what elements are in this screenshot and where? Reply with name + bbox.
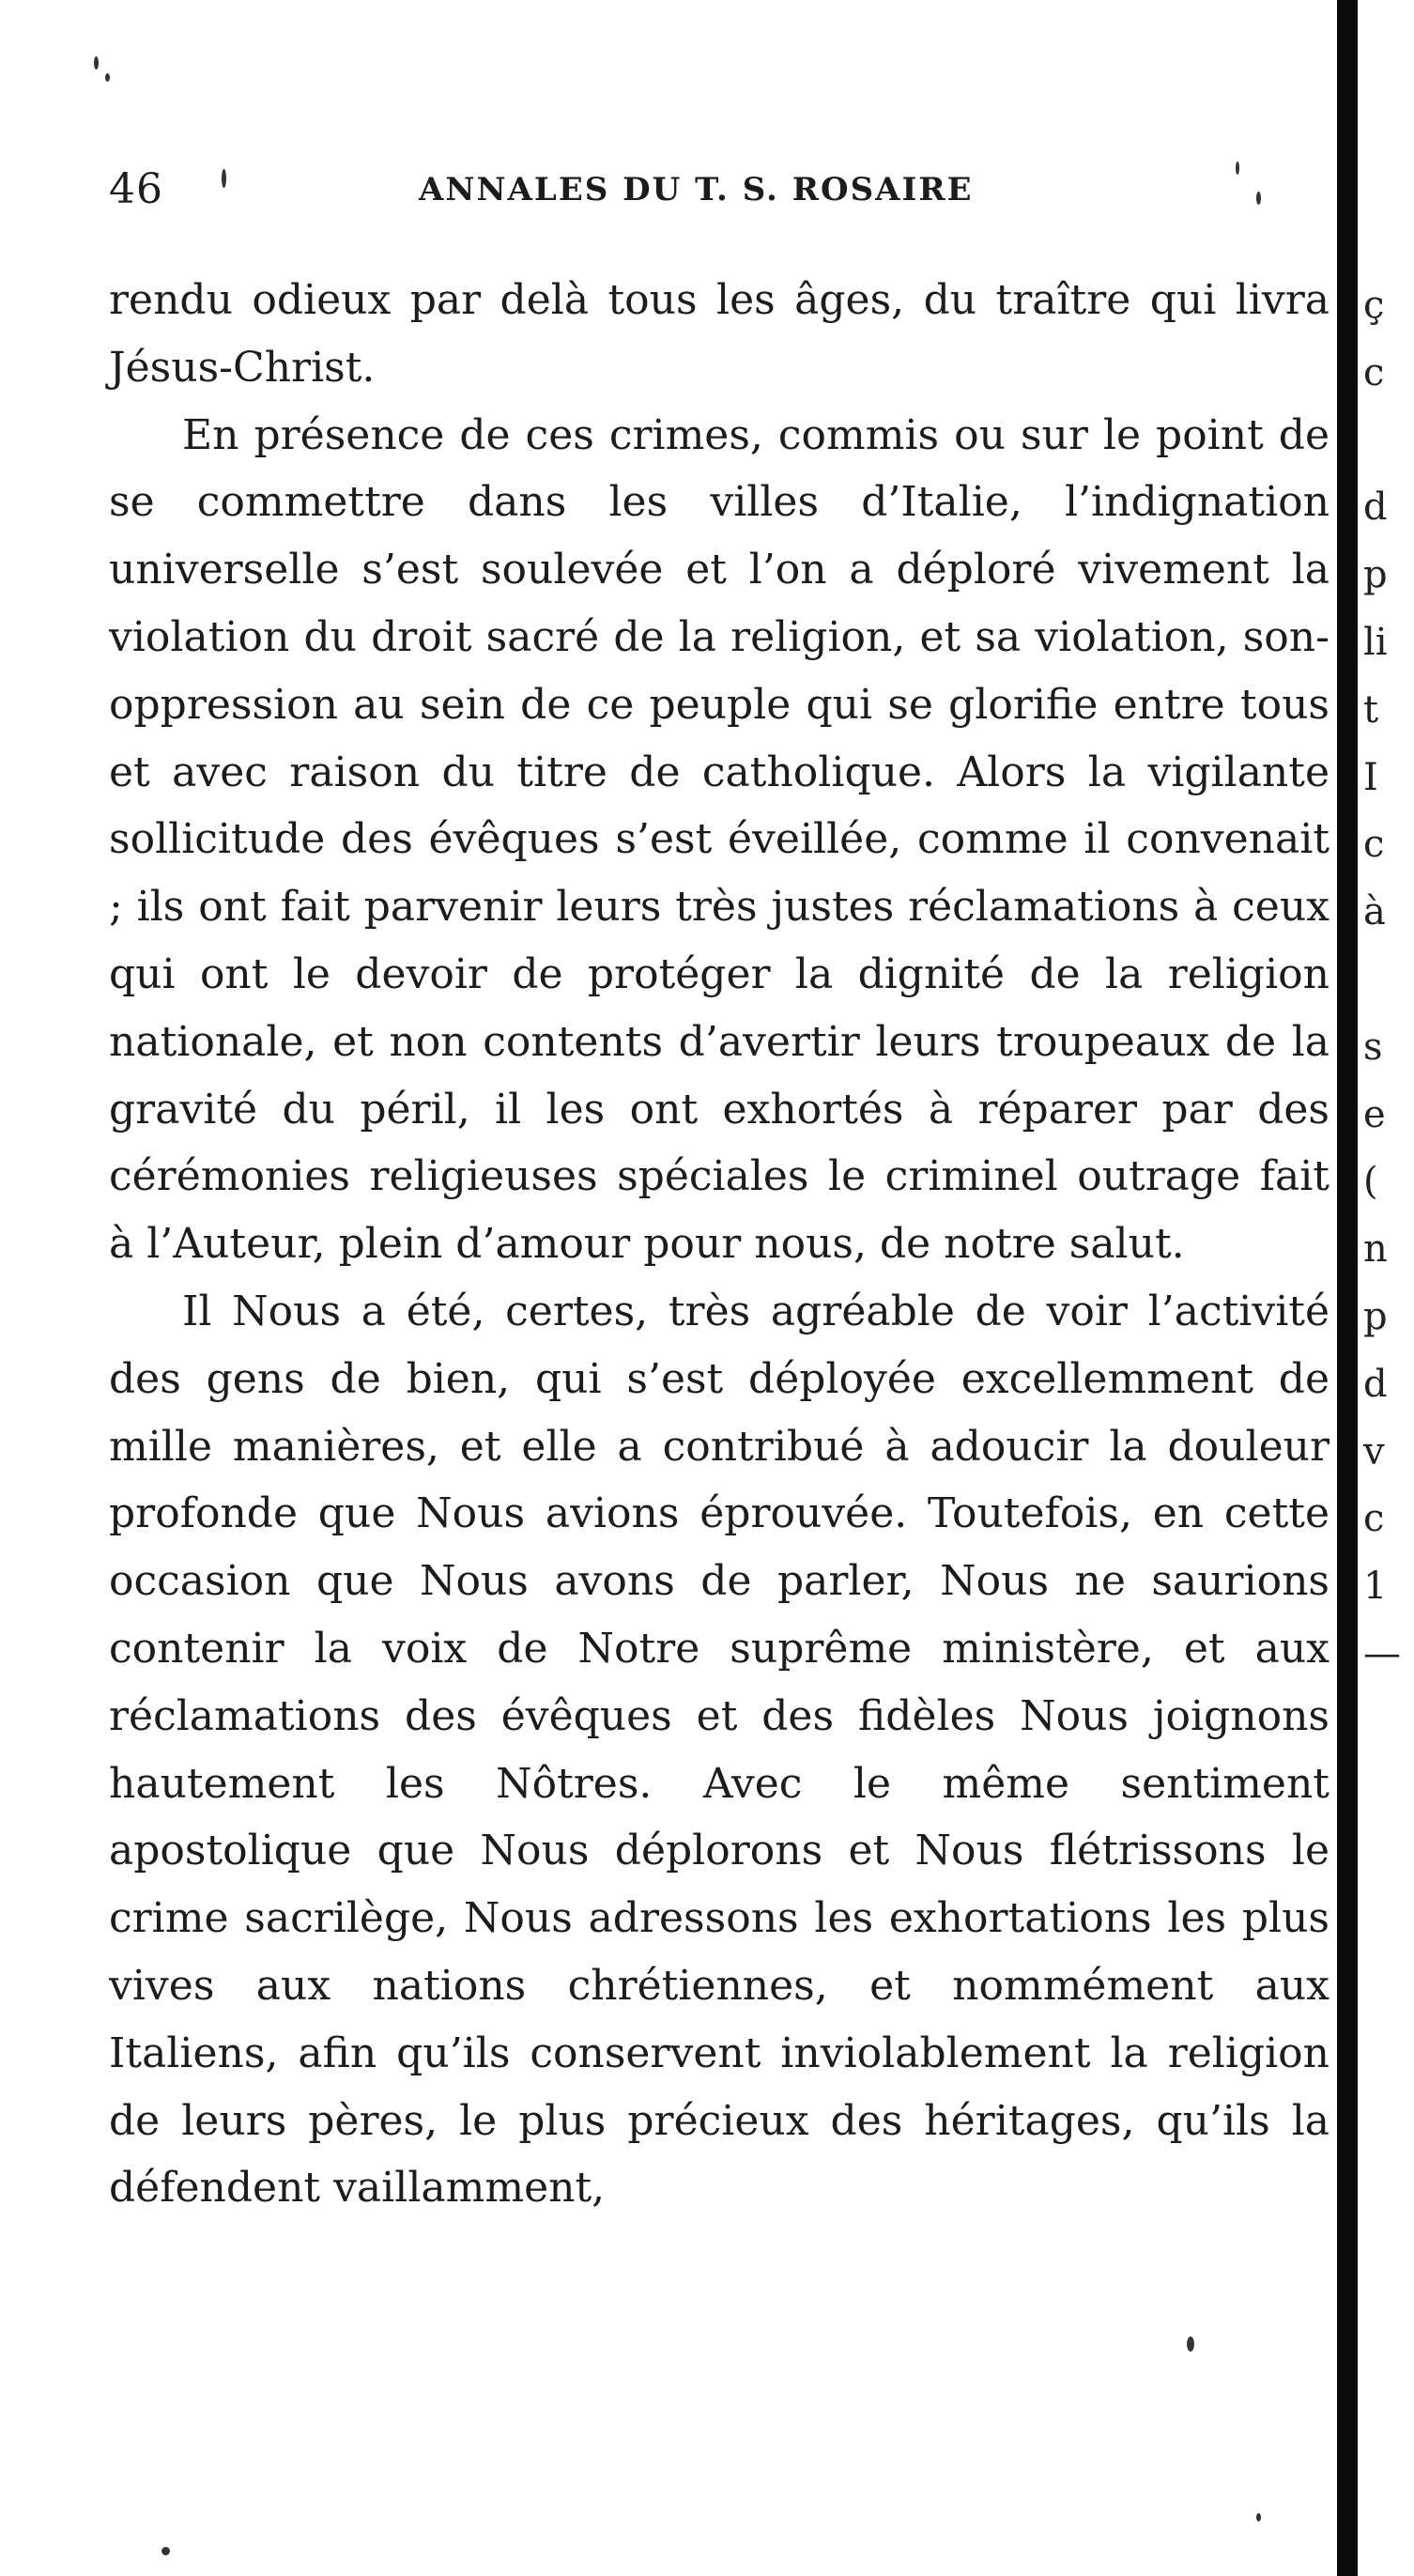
margin-glyph: e <box>1363 1092 1386 1136</box>
margin-glyph: v <box>1363 1429 1385 1473</box>
margin-glyph: li <box>1363 620 1388 664</box>
margin-glyph: s <box>1363 1025 1383 1069</box>
paragraph: En présence de ces crimes, commis ou sur le point de se commettre dans les villes d’Italie, l’indignation universelle s’est soulevée et l’on a déploré vivement la violation du droit sacré de la religion, et sa violation, son-oppression au sein de ce peuple qui se glorifie entre tous et avec raison du titre de catholique. Alors la vigilante sollicitude des évêques s’est éveillée, comme il convenait ; ils ont fait parvenir leurs très justes réclamations à ceux qui ont le devoir de protéger la dignité de la religion nationale, et non contents d’avertir leurs troupeaux de la gravité du péril, il les ont exhortés à réparer par des cérémonies religieuses spéciales le criminel outrage fait à l’Auteur, plein d’amour pour nous, de notre salut. <box>109 410 1329 1269</box>
margin-glyph: p <box>1363 553 1388 597</box>
page-number: 46 <box>109 165 163 213</box>
margin-glyph: 1 <box>1363 1565 1388 1609</box>
margin-glyph: c <box>1363 823 1385 867</box>
margin-glyph: à <box>1363 890 1386 934</box>
body-text <box>109 267 1329 2222</box>
scan-speck <box>161 2547 170 2555</box>
margin-glyph: ç <box>1363 284 1385 327</box>
margin-glyph: p <box>1363 1294 1388 1338</box>
adjacent-page-fragment <box>1363 272 1414 1689</box>
scan-speck <box>1236 162 1239 175</box>
margin-glyph <box>1363 408 1414 475</box>
page-header <box>109 165 1329 222</box>
scan-speck <box>105 73 110 82</box>
margin-glyph: d <box>1363 486 1388 530</box>
paragraph: Il Nous a été, certes, très agréable de voir l’activité des gens de bien, qui s’est déployée excellemment de mille manières, et elle a contribué à adoucir la douleur profonde que Nous avions éprouvée. Toutefois, en cette occasion que Nous avons de parler, Nous ne saurions contenir la voix de Notre suprême ministère, et aux réclamations des évêques et des fidèles Nous joignons hautement les Nôtres. Avec le même sentiment apostolique que Nous déplorons et Nous flétrissons le crime sacrilège, Nous adressons les exhortations les plus vives aux nations chrétiennes, et nommément aux Italiens, afin qu’ils conservent inviolablement la religion de leurs pères, le plus précieux des héritages, qu’ils la défendent vaillamment, <box>109 1287 1329 2213</box>
margin-glyph: — <box>1363 1631 1401 1675</box>
scan-speck <box>1187 2337 1194 2352</box>
running-title: ANNALES DU T. S. ROSAIRE <box>419 171 974 208</box>
margin-glyph: c <box>1363 350 1385 394</box>
margin-glyph: t <box>1363 687 1379 732</box>
paragraph-continuation: rendu odieux par delà tous les âges, du traître qui livra Jésus-Christ. <box>109 276 1329 392</box>
margin-glyph: I <box>1363 755 1378 799</box>
scan-edge-shadow <box>1337 0 1358 2576</box>
scan-speck <box>1256 2513 1261 2522</box>
scan-speck <box>222 169 226 188</box>
margin-glyph: n <box>1363 1227 1388 1272</box>
margin-glyph: c <box>1363 1497 1385 1541</box>
scan-speck <box>1256 192 1261 205</box>
margin-glyph: ( <box>1363 1160 1378 1204</box>
margin-glyph <box>1363 947 1414 1014</box>
margin-glyph: d <box>1363 1362 1388 1406</box>
scan-speck <box>94 56 99 69</box>
